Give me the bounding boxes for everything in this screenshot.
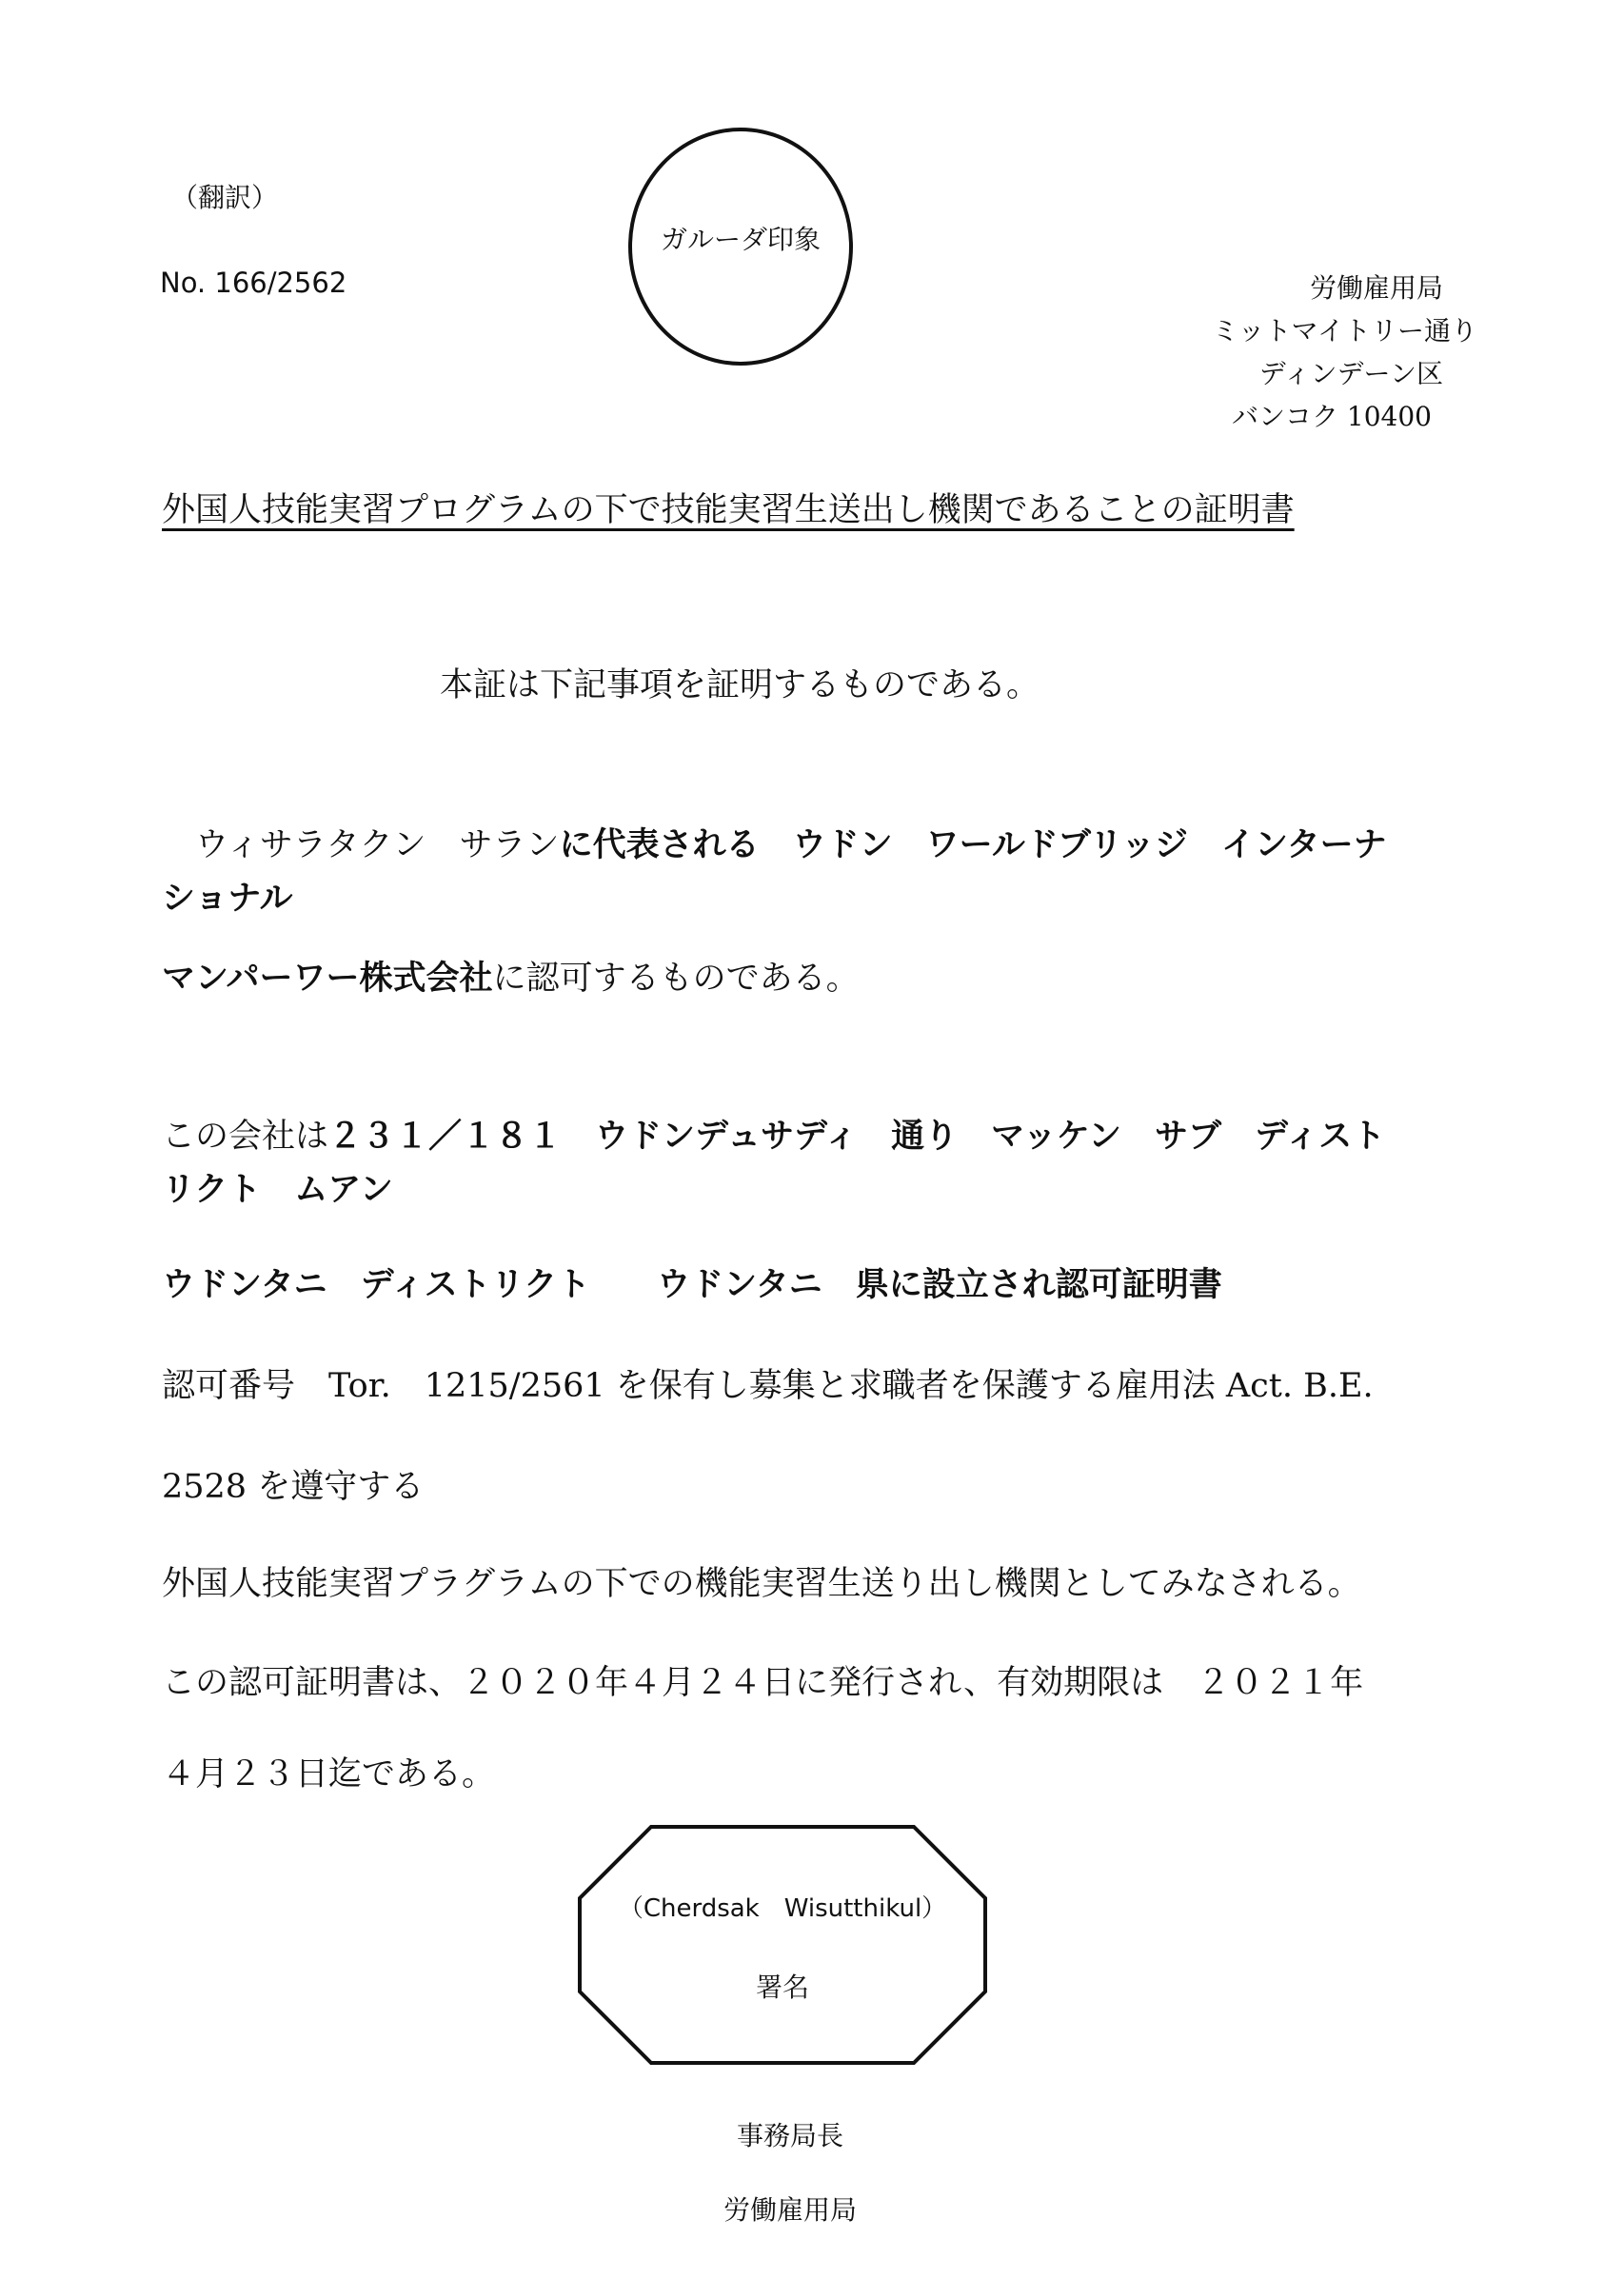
document-title: 外国人技能実習プログラムの下で技能実習生送出し機関であることの証明書 bbox=[162, 491, 1295, 529]
paragraph-authorization bbox=[162, 952, 860, 1000]
issuer-address bbox=[1212, 267, 1477, 438]
garuda-seal bbox=[628, 128, 853, 366]
compliance-line: 2528 を遵守する bbox=[162, 1468, 425, 1506]
company-address-part1: ２３１／１８１ ウドンデュサディ 通り マッケン サブ ディスト bbox=[328, 1118, 1386, 1156]
seal-label: ガルーダ印象 bbox=[660, 224, 821, 255]
authorization-text: に認可するものである。 bbox=[492, 960, 860, 998]
paragraph-representative bbox=[195, 819, 1387, 866]
company-address-part2: リクト ムアン bbox=[162, 1171, 393, 1209]
intro-statement: 本証は下記事項を証明するものである。 bbox=[440, 666, 1040, 704]
signatory-name: （Cherdsak Wisutthikul） bbox=[618, 1894, 947, 1923]
address-line-street: ミットマイトリー通り bbox=[1212, 315, 1477, 347]
translation-mark: （翻訳） bbox=[171, 182, 279, 213]
company-address-part3: ウドンタニ ディストリクト ウドンタニ 県に設立され認可証明書 bbox=[162, 1266, 1222, 1304]
signatory-department: 労働雇用局 bbox=[723, 2194, 857, 2226]
company-name-part2: ショナル bbox=[162, 880, 293, 918]
company-name-part1: に代表される ウドン ワールドブリッジ インターナ bbox=[559, 826, 1387, 864]
signature-octagon bbox=[577, 1824, 988, 2066]
validity-line-2: ４月２３日迄である。 bbox=[162, 1755, 496, 1793]
address-line-city: バンコク 10400 bbox=[1232, 401, 1432, 432]
recognition-line: 外国人技能実習プラグラムの下での機能実習生送り出し機関としてみなされる。 bbox=[162, 1565, 1361, 1603]
address-intro: この会社は bbox=[162, 1118, 329, 1156]
signature-box bbox=[577, 1824, 988, 2066]
representative-name: ウィサラタクン サラン bbox=[195, 826, 560, 864]
address-line-district: ディンデーン区 bbox=[1258, 358, 1443, 389]
document-number: No. 166/2562 bbox=[160, 267, 347, 299]
company-name-part3: マンパーワー株式会社 bbox=[162, 960, 493, 998]
license-number-line: 認可番号 Tor. 1215/2561 を保有し募集と求職者を保護する雇用法 Act. B.E. bbox=[162, 1367, 1374, 1405]
address-line-department: 労働雇用局 bbox=[1309, 272, 1443, 304]
signature-label: 署名 bbox=[755, 1972, 809, 2003]
paragraph-address bbox=[162, 1110, 1385, 1158]
validity-line-1: この認可証明書は、２０２０年４月２４日に発行され、有効期限は ２０２１年 bbox=[162, 1664, 1364, 1702]
signatory-position: 事務局長 bbox=[736, 2120, 843, 2151]
